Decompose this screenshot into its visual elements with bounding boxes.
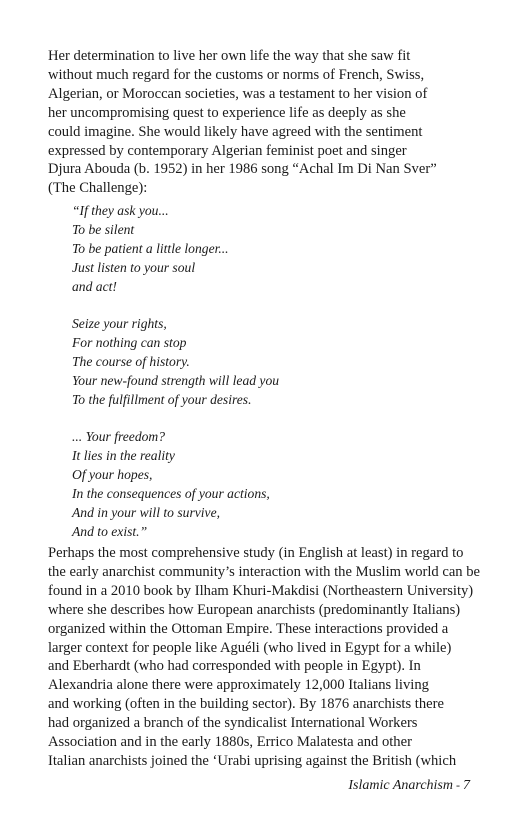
poem-line: “If they ask you... bbox=[72, 203, 169, 218]
poem-line: Seize your rights, bbox=[72, 316, 167, 331]
text-line: and Eberhardt (who had corresponded with people in Egypt). In bbox=[48, 658, 421, 675]
poem-line: To be patient a little longer... bbox=[72, 240, 229, 256]
text-line: organized within the Ottoman Empire. These interactions provided a bbox=[48, 620, 449, 637]
poem-line: and act! bbox=[72, 278, 117, 294]
text-line: Her determination to live her own life the way that she saw fit bbox=[48, 48, 411, 64]
footer-separator: - bbox=[456, 778, 460, 792]
text-line: Algerian, or Moroccan societies, was a testament to her vision of bbox=[48, 85, 428, 102]
text-line: Perhaps the most comprehensive study (in English at least) in regard to bbox=[48, 545, 464, 561]
page-footer bbox=[348, 776, 470, 795]
poem-line: Of your hopes, bbox=[72, 466, 153, 482]
poem-line: Just listen to your soul bbox=[72, 259, 196, 275]
poem-stanza-3 bbox=[72, 428, 452, 541]
text-line: Association and in the early 1880s, Errico Malatesta and other bbox=[48, 734, 412, 751]
poem-stanza-2 bbox=[72, 315, 452, 410]
page-number: 7 bbox=[463, 778, 470, 793]
text-line: without much regard for the customs or norms of French, Swiss, bbox=[48, 66, 425, 83]
text-line: Djura Abouda (b. 1952) in her 1986 song “Achal Im Di Nan Sver” bbox=[48, 161, 437, 178]
poem-line: Your new-found strength will lead you bbox=[72, 372, 280, 388]
text-line: the early anarchist community’s interaction with the Muslim world can be bbox=[48, 563, 481, 580]
text-line: Alexandria alone there were approximately 12,000 Italians living bbox=[48, 677, 429, 694]
poem-line: And to exist.” bbox=[72, 523, 148, 539]
text-line: larger context for people like Aguéli (who lived in Egypt for a while) bbox=[48, 639, 452, 656]
poem-line: It lies in the reality bbox=[72, 447, 175, 463]
text-line: where she describes how European anarchists (predominantly Italians) bbox=[48, 601, 461, 618]
poem-line: ... Your freedom? bbox=[72, 429, 166, 444]
text-line: found in a 2010 book by Ilham Khuri-Makdisi (Northeastern University) bbox=[48, 582, 474, 599]
text-line: expressed by contemporary Algerian feminist poet and singer bbox=[48, 142, 407, 159]
text-line: (The Challenge): bbox=[48, 180, 148, 197]
text-line: could imagine. She would likely have agreed with the sentiment bbox=[48, 123, 423, 140]
poem-line: The course of history. bbox=[72, 353, 190, 369]
text-line: Italian anarchists joined the ‘Urabi uprising against the British (which bbox=[48, 752, 457, 769]
study-paragraph bbox=[48, 544, 480, 771]
poem-line: For nothing can stop bbox=[72, 334, 187, 350]
intro-paragraph bbox=[48, 47, 480, 198]
running-title: Islamic Anarchism bbox=[348, 778, 453, 793]
text-line: her uncompromising quest to experience life as deeply as she bbox=[48, 104, 406, 121]
poem-line: And in your will to survive, bbox=[72, 504, 221, 520]
poem-line: To be silent bbox=[72, 221, 135, 237]
poem-line: In the consequences of your actions, bbox=[72, 485, 270, 501]
poem-line: To the fulfillment of your desires. bbox=[72, 391, 252, 407]
text-line: had organized a branch of the syndicalist International Workers bbox=[48, 715, 418, 732]
poem-stanza-1 bbox=[72, 202, 452, 297]
text-line: and working (often in the building sector). By 1876 anarchists there bbox=[48, 696, 444, 713]
